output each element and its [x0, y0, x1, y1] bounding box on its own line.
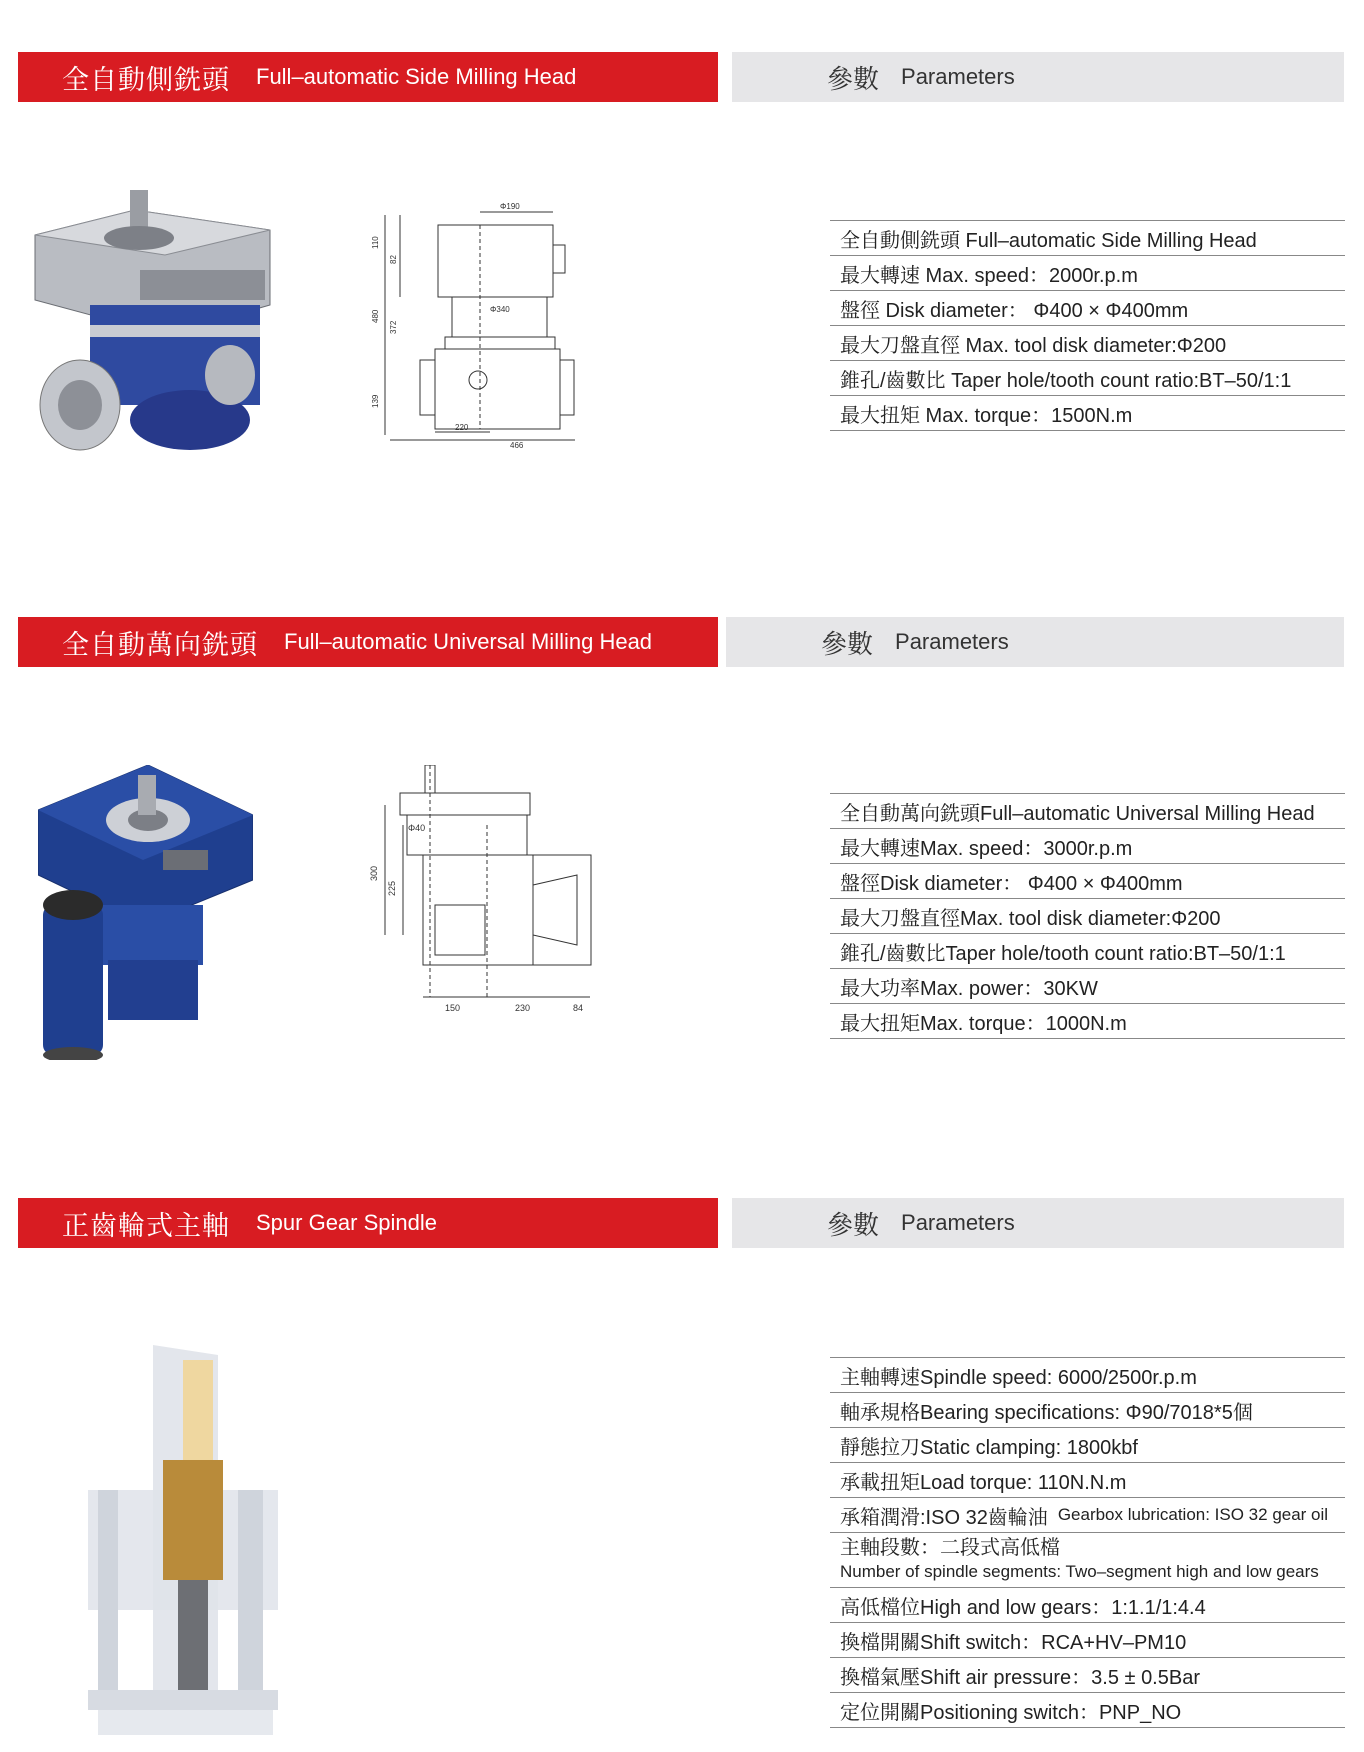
title-bar: [18, 617, 718, 667]
dim-300: 300: [369, 865, 379, 881]
dim-480: 480: [371, 309, 380, 323]
dim-220: 220: [455, 423, 469, 432]
parameters-bar: [732, 52, 1344, 102]
dim-phi190: Φ190: [500, 202, 520, 211]
segments-main: 主軸段數：二段式高低檔: [840, 1537, 1060, 1559]
parameters-zh: 參數: [821, 629, 874, 660]
param-row-lubrication: [830, 1498, 1345, 1533]
title-en: Spur Gear Spindle: [256, 1210, 437, 1235]
param-row: 盤徑 Disk diameter： Φ400 × Φ400mm: [830, 291, 1345, 326]
param-row: 靜態拉刀Static clamping: 1800kbf: [830, 1428, 1345, 1463]
param-row: 最大功率Max. power：30KW: [830, 969, 1345, 1004]
title-zh: 全自動萬向銑頭: [62, 629, 258, 661]
param-row: 定位開關Positioning switch：PNP_NO: [830, 1693, 1345, 1728]
param-row: 換檔開關Shift switch：RCA+HV–PM10: [830, 1623, 1345, 1658]
param-row: 全自動側銑頭 Full–automatic Side Milling Head: [830, 221, 1345, 256]
param-row-segments: [830, 1533, 1345, 1588]
dim-84: 84: [573, 1003, 584, 1013]
param-row: 最大刀盤直徑 Max. tool disk diameter:Φ200: [830, 326, 1345, 361]
title-zh: 全自動側銑頭: [62, 64, 230, 96]
dim-230: 230: [515, 1003, 531, 1013]
spur-gear-spindle-photo: [88, 1340, 283, 1740]
side-milling-head-photo: [25, 190, 275, 465]
lubrication-main: 承箱潤滑:ISO 32齒輪油: [840, 1506, 1048, 1529]
param-row: 最大轉速Max. speed：3000r.p.m: [830, 829, 1345, 864]
param-row: 軸承規格Bearing specifications: Φ90/7018*5個: [830, 1393, 1345, 1428]
parameters-table: [830, 1357, 1345, 1728]
parameters-en: Parameters: [901, 64, 1015, 89]
dim-466: 466: [510, 441, 524, 450]
title-en: Full–automatic Universal Milling Head: [284, 629, 653, 654]
param-row: 最大刀盤直徑Max. tool disk diameter:Φ200: [830, 899, 1345, 934]
param-row: 錐孔/齒數比Taper hole/tooth count ratio:BT–50/1:1: [830, 934, 1345, 969]
title-zh: 正齒輪式主軸: [62, 1210, 230, 1242]
universal-milling-head-drawing: [345, 765, 605, 1030]
param-row: 最大轉速 Max. speed：2000r.p.m: [830, 256, 1345, 291]
dim-139: 139: [371, 394, 380, 408]
title-bar: [18, 52, 718, 102]
parameters-zh: 參數: [827, 64, 880, 95]
dim-150: 150: [445, 1003, 461, 1013]
parameters-bar: [732, 1198, 1344, 1248]
param-row: 最大扭矩 Max. torque：1500N.m: [830, 396, 1345, 431]
parameters-en: Parameters: [901, 1210, 1015, 1235]
dim-phi40: Φ40: [408, 823, 426, 833]
parameters-bar: [726, 617, 1344, 667]
param-row: 全自動萬向銑頭Full–automatic Universal Milling Head: [830, 794, 1345, 829]
dim-225: 225: [387, 880, 397, 896]
param-row: 承載扭矩Load torque: 110N.N.m: [830, 1463, 1345, 1498]
lubrication-extra: Gearbox lubrication: ISO 32 gear oil: [1057, 1505, 1329, 1524]
parameters-table: [830, 793, 1345, 1039]
dim-phi340: Φ340: [490, 305, 510, 314]
param-row: 主軸轉速Spindle speed: 6000/2500r.p.m: [830, 1358, 1345, 1393]
param-row: 最大扭矩Max. torque：1000N.m: [830, 1004, 1345, 1039]
segments-sub: Number of spindle segments: Two–segment high and low gears: [840, 1562, 1319, 1581]
param-row: 高低檔位High and low gears：1:1.1/1:4.4: [830, 1588, 1345, 1623]
param-row: 盤徑Disk diameter： Φ400 × Φ400mm: [830, 864, 1345, 899]
title-en: Full–automatic Side Milling Head: [256, 64, 577, 89]
param-row: 錐孔/齒數比 Taper hole/tooth count ratio:BT–50/1:1: [830, 361, 1345, 396]
parameters-zh: 參數: [827, 1210, 880, 1241]
dim-372: 372: [389, 320, 398, 334]
dim-110: 110: [371, 236, 380, 249]
side-milling-head-drawing: [370, 200, 590, 450]
universal-milling-head-photo: [38, 765, 253, 1060]
parameters-table: [830, 220, 1345, 431]
dim-82: 82: [389, 255, 398, 264]
title-bar: [18, 1198, 718, 1248]
parameters-en: Parameters: [895, 629, 1009, 654]
param-row: 換檔氣壓Shift air pressure：3.5 ± 0.5Bar: [830, 1658, 1345, 1693]
